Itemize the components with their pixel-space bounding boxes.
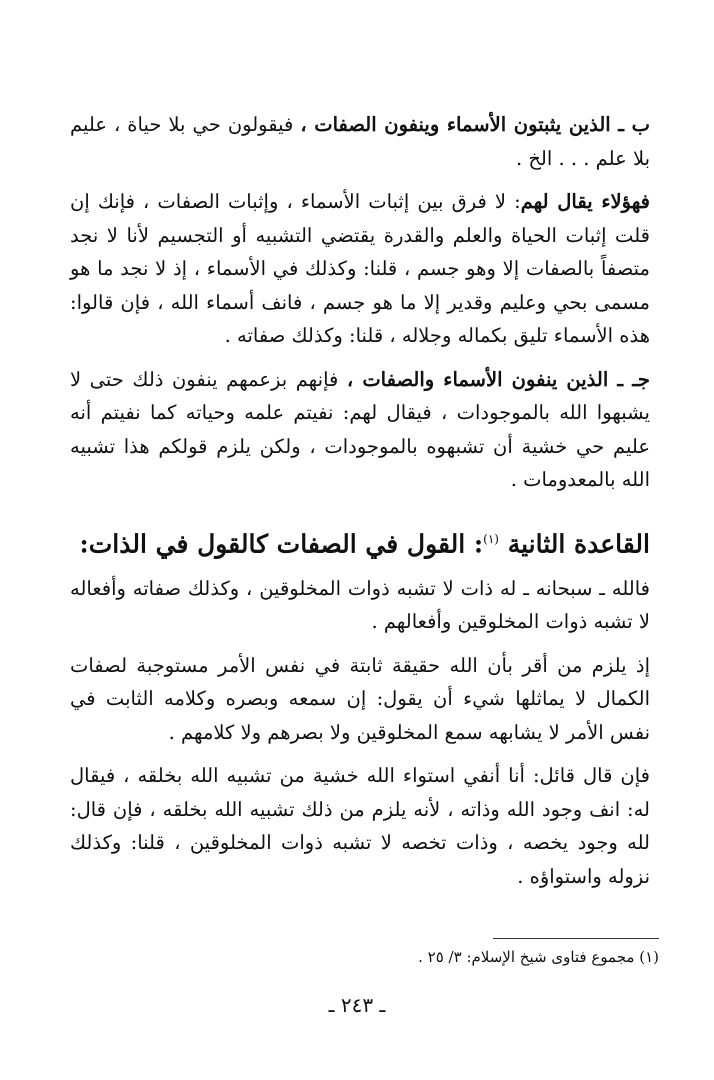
- rule-two-heading-subtitle: : القول في الصفات كالقول في الذات:: [79, 528, 484, 558]
- paragraph-b: [70, 108, 650, 175]
- rule-two-paragraph-3: فإن قال قائل: أنا أنفي استواء الله خشية من تشبيه الله بخلقه ، فيقال له: انف وجود الله وذاته ، لأنه يلزم من ذلك تشبيه الله بخلقه ، فإن قال: لله وجود يخصه ، وذات تخصه لا تشبه ذوات المخلوقين ، قلنا: وكذلك نزوله واستواؤه .: [70, 764, 650, 888]
- paragraph-j-text: فإنهم بزعمهم ينفون ذلك حتى لا يشبهوا الله بالموجودات ، فيقال لهم: نفيتم علمه وحياته كما نفيتم أنه عليم حي خشية أن تشبهوه بالموجودات ، ولكن يلزم قولكم هذا تشبيه الله بالمعدومات .: [70, 367, 650, 491]
- footnote-marker: (١): [483, 531, 499, 546]
- paragraph-j-heading: جـ ـ الذين ينفون الأسماء والصفات ،: [346, 367, 650, 391]
- paragraph-hola-lead: فهؤلاء يقال لهم: [520, 190, 650, 213]
- footnote-divider: [493, 938, 659, 939]
- paragraph-j: [70, 363, 650, 497]
- paragraph-b-heading: ب ـ الذين يثبتون الأسماء وينفون الصفات ،: [300, 113, 650, 136]
- page-number: ـ ٢٤٣ ـ: [328, 993, 386, 1017]
- footnote: (١) مجموع فتاوى شيخ الإسلام: ٣/ ٢٥ .: [418, 948, 659, 966]
- paragraph-b-text: فيقولون حي بلا حياة ، عليم بلا علم . . . الخ .: [70, 113, 650, 170]
- page-body: [70, 108, 650, 893]
- paragraph-hola: [70, 185, 650, 353]
- rule-two-heading-title: القاعدة الثانية: [507, 528, 650, 558]
- paragraph-hola-text: : لا فرق بين إثبات الأسماء ، وإثبات الصفات ، فإنك إن قلت إثبات الحياة والعلم والقدرة يقتضي التشبيه أو التجسيم لأنا لا نجد متصفاً بالصفات إلا وهو جسم ، قلنا: وكذلك في الأسماء ، إذ لا نجد ما هو مسمى بحي وعليم وقدير إلا ما هو جسم ، فانف أسماء الله ، فإن قالوا: هذه الأسماء تليق بكماله وجلاله ، قلنا: وكذلك صفاته .: [70, 190, 650, 347]
- rule-two-paragraph-1: فالله ـ سبحانه ـ له ذات لا تشبه ذوات المخلوقين ، وكذلك صفاته وأفعاله لا تشبه ذوات المخلوقين وأفعالهم .: [70, 576, 650, 634]
- rule-two-paragraph-2: إذ يلزم من أقر بأن الله حقيقة ثابتة في نفس الأمر مستوجبة لصفات الكمال لا يماثلها شيء أن يقول: إن سمعه وبصره وكلامه الثابت في نفس الأمر لا يشابهه سمع المخلوقين ولا بصرهم ولا كلامهم .: [70, 653, 650, 744]
- rule-two-heading: [70, 519, 650, 564]
